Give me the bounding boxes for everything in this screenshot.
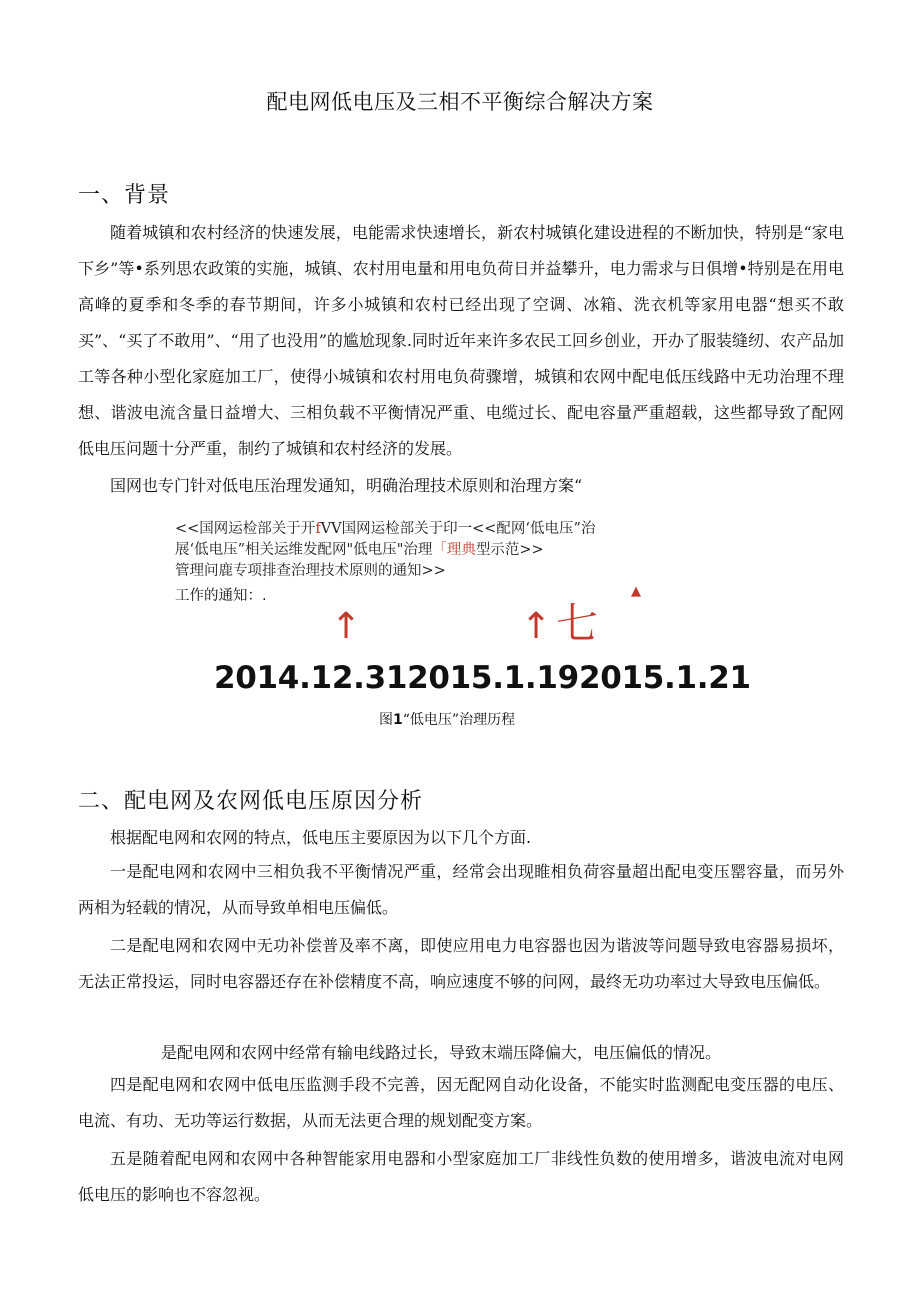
- handwritten-mark: 七: [556, 599, 599, 648]
- section-heading-background: 一、背景: [78, 183, 171, 208]
- notice-intro-line: 国网也专门针对低电压治理发通知，明确治理技术原则和治理方案“: [110, 476, 583, 495]
- section-heading-cause-analysis: 二、配电网及农网低电压原因分析: [78, 789, 424, 814]
- background-paragraph: 随着城镇和农村经济的快速发展，电能需求快速增长，新农村城镇化建设进程的不断加快，特别是“家电下乡”等•系列思农政策的实施，城镇、农村用电量和用电负荷日并益攀升，电力需求与日俱增•特别是在用电高峰的夏季和冬季的春节期间，许多小城镇和农村已经出现了空调、冰箱、洗衣机等家用电器“想买不敢买”、“买了不敢用”、“用了也没用”的尴尬现象.同时近年来许多农民工回乡创业，开办了服装缝纫、农产品加工等各种小型化家庭加工厂，使得小城镇和农村用电负荷骤增，城镇和农网中配电低压线路中无功治理不理想、谐波电流含量日益增大、三相负载不平衡情况严重、电缆过长、配电容量严重超载，这些都导致了配网低电压问题十分严重，制约了城镇和农村经济的发展。: [78, 223, 844, 458]
- cause-intro-line: 根据配电网和农网的特点，低电压主要原因为以下几个方面.: [110, 828, 532, 847]
- timeline-dates: 2014.12.312015.1.192015.1.21: [214, 660, 751, 696]
- figure-notice-label: 工作的通知：.: [175, 588, 267, 604]
- figure-text-line-2: 展‘低电压”相关运维发配网"低电压"治理「理典型示范>>: [175, 542, 544, 558]
- cause-paragraph-2: 二是配电网和农网中无功补偿普及率不离，即使应用电力电容器也因为谐波等问题导致电容器易损坏，无法正常投运，同时电容器还存在补偿精度不高，响应速度不够的问网，最终无功功率过大导致电压偏低。: [78, 936, 844, 991]
- figure-caption: 图1“低电压”治理历程: [379, 712, 516, 728]
- cause-paragraph-3: 是配电网和农网中经常有输电线路过长，导致末端压降偏大，电压偏低的情况。: [161, 1043, 722, 1062]
- cause-paragraph-5: 五是随着配电网和农网中各种智能家用电器和小型家庭加工厂非线性负数的使用增多，谐波电流对电网低电压的影响也不容忽视。: [78, 1149, 844, 1204]
- timeline-arrow-up-icon: ↑: [521, 606, 552, 647]
- figure-text-line-1: <<国网运检部关于开fVV国网运检部关于印一<<配网‘低电压”治: [175, 521, 596, 537]
- document-title: 配电网低电压及三相不平衡综合解决方案: [266, 90, 654, 114]
- timeline-arrow-up-icon: ↑: [331, 606, 362, 647]
- red-triangle-icon: ▲: [631, 584, 641, 599]
- figure-text-line-3: 管理问鹿专项排查治理技术原则的通知>>: [175, 563, 446, 579]
- cause-paragraph-4: 四是配电网和农网中低电压监测手段不完善，因无配网自动化设备，不能实时监测配电变压器的电压、电流、有功、无功等运行数据，从而无法更合理的规划配变方案。: [78, 1075, 844, 1130]
- cause-paragraph-1: 一是配电网和农网中三相负我不平衡情况严重，经常会出现睢相负荷容量超出配电变压罂容量，而另外两相为轻载的情况，从而导致单相电压偏低。: [78, 862, 844, 917]
